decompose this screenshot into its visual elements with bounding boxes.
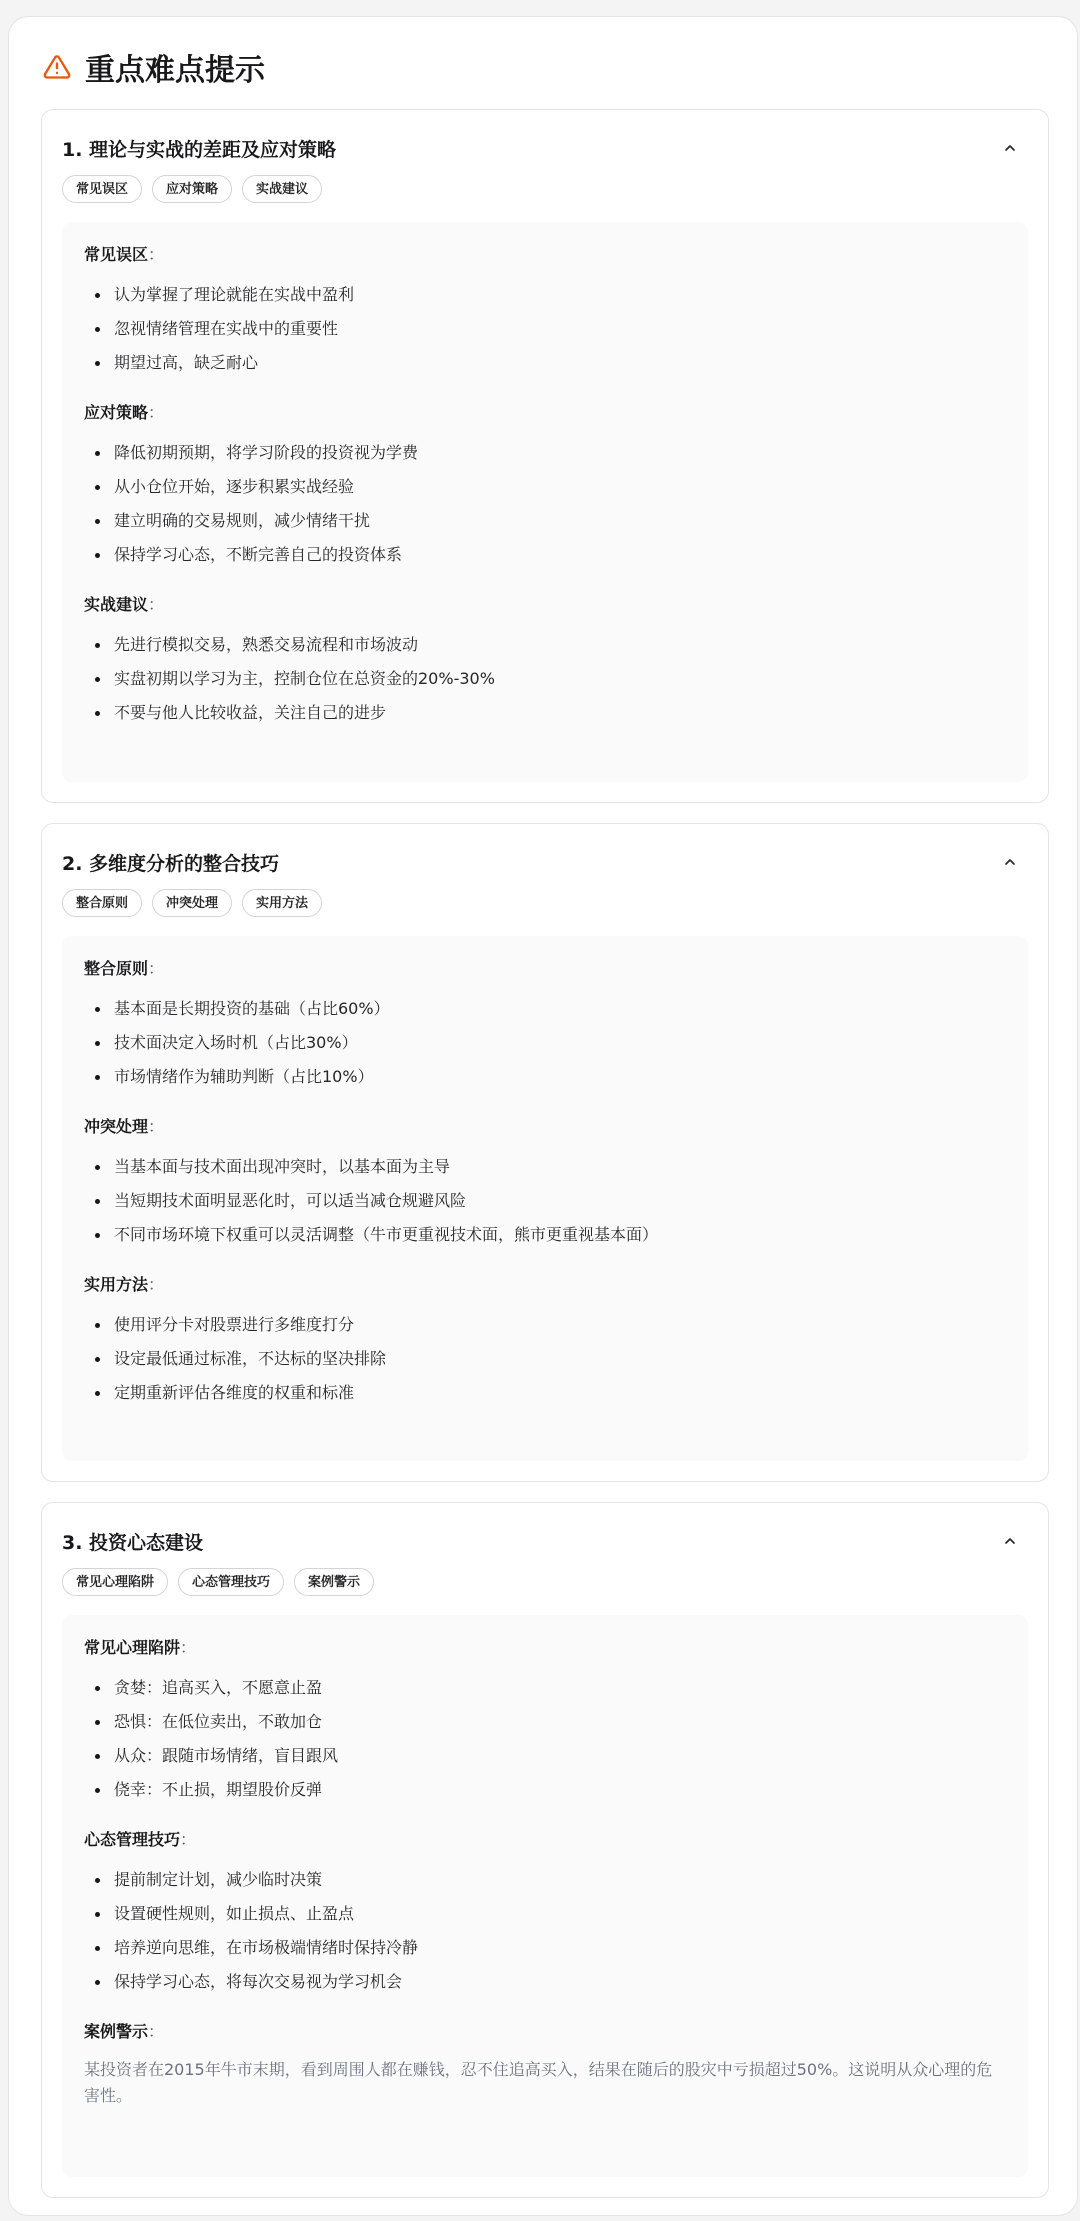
list-item: 提前制定计划，减少临时决策	[92, 1863, 1006, 1897]
list-item: 当短期技术面明显恶化时，可以适当减仓规避风险	[92, 1184, 1006, 1218]
list-item: 忽视情绪管理在实战中的重要性	[92, 312, 1006, 346]
list-item: 恐惧：在低位卖出，不敢加仓	[92, 1705, 1006, 1739]
section-title: 1. 理论与实战的差距及应对策略	[62, 138, 337, 161]
chevron-up-icon[interactable]	[992, 130, 1028, 166]
section-multi-dimension	[41, 823, 1049, 1482]
bullet-list	[84, 1150, 1006, 1252]
bullet-list	[84, 992, 1006, 1094]
tag[interactable]: 冲突处理	[152, 889, 232, 917]
list-item: 从众：跟随市场情绪，盲目跟风	[92, 1739, 1006, 1773]
group-heading: 常见误区：	[84, 245, 165, 264]
tag[interactable]: 案例警示	[294, 1568, 374, 1596]
page-title: 重点难点提示	[85, 53, 265, 88]
list-item: 侥幸：不止损，期望股价反弹	[92, 1773, 1006, 1807]
list-item: 保持学习心态，将每次交易视为学习机会	[92, 1965, 1006, 1999]
chevron-up-icon[interactable]	[992, 844, 1028, 880]
section-header[interactable]	[62, 844, 1028, 880]
section-content	[62, 1615, 1028, 2177]
group-heading: 心态管理技巧：	[84, 1830, 197, 1849]
group-heading: 案例警示：	[84, 2022, 165, 2041]
group-heading: 实战建议：	[84, 595, 165, 614]
tag-list	[62, 1568, 374, 1596]
tag[interactable]: 心态管理技巧	[178, 1568, 284, 1596]
bullet-list	[84, 278, 1006, 380]
list-item: 使用评分卡对股票进行多维度打分	[92, 1308, 1006, 1342]
section-theory-vs-practice	[41, 109, 1049, 803]
list-item: 实盘初期以学习为主，控制仓位在总资金的20%-30%	[92, 662, 1006, 696]
list-item: 保持学习心态，不断完善自己的投资体系	[92, 538, 1006, 572]
section-header[interactable]	[62, 1523, 1028, 1559]
list-item: 培养逆向思维，在市场极端情绪时保持冷静	[92, 1931, 1006, 1965]
tag-list	[62, 175, 322, 203]
bullet-list	[84, 436, 1006, 572]
warning-triangle-icon	[43, 53, 71, 81]
section-content	[62, 222, 1028, 782]
section-content	[62, 936, 1028, 1461]
list-item: 降低初期预期，将学习阶段的投资视为学费	[92, 436, 1006, 470]
group-heading: 应对策略：	[84, 403, 165, 422]
case-warning-text: 某投资者在2015年牛市末期，看到周围人都在赚钱，忍不住追高买入，结果在随后的股灾中亏损超过50%。这说明从众心理的危害性。	[84, 2060, 993, 2105]
section-header[interactable]	[62, 130, 1028, 166]
chevron-up-icon[interactable]	[992, 1523, 1028, 1559]
list-item: 设定最低通过标准，不达标的坚决排除	[92, 1342, 1006, 1376]
section-title: 2. 多维度分析的整合技巧	[62, 852, 280, 875]
bullet-list	[84, 628, 1006, 730]
bullet-list	[84, 1671, 1006, 1807]
group-heading: 整合原则：	[84, 959, 165, 978]
tag[interactable]: 常见误区	[62, 175, 142, 203]
key-points-card	[8, 16, 1078, 2216]
section-mindset	[41, 1502, 1049, 2198]
list-item: 市场情绪作为辅助判断（占比10%）	[92, 1060, 1006, 1094]
list-item: 不要与他人比较收益，关注自己的进步	[92, 696, 1006, 730]
list-item: 技术面决定入场时机（占比30%）	[92, 1026, 1006, 1060]
list-item: 当基本面与技术面出现冲突时，以基本面为主导	[92, 1150, 1006, 1184]
section-title: 3. 投资心态建设	[62, 1531, 204, 1554]
tag-list	[62, 889, 322, 917]
list-item: 先进行模拟交易，熟悉交易流程和市场波动	[92, 628, 1006, 662]
group-heading: 常见心理陷阱：	[84, 1638, 197, 1657]
list-item: 从小仓位开始，逐步积累实战经验	[92, 470, 1006, 504]
list-item: 设置硬性规则，如止损点、止盈点	[92, 1897, 1006, 1931]
tag[interactable]: 整合原则	[62, 889, 142, 917]
list-item: 建立明确的交易规则，减少情绪干扰	[92, 504, 1006, 538]
card-header	[43, 47, 265, 87]
group-heading: 冲突处理：	[84, 1117, 165, 1136]
list-item: 不同市场环境下权重可以灵活调整（牛市更重视技术面，熊市更重视基本面）	[92, 1218, 1006, 1252]
bullet-list	[84, 1308, 1006, 1410]
list-item: 基本面是长期投资的基础（占比60%）	[92, 992, 1006, 1026]
list-item: 认为掌握了理论就能在实战中盈利	[92, 278, 1006, 312]
group-heading: 实用方法：	[84, 1275, 165, 1294]
list-item: 贪婪：追高买入，不愿意止盈	[92, 1671, 1006, 1705]
bullet-list	[84, 1863, 1006, 1999]
tag[interactable]: 常见心理陷阱	[62, 1568, 168, 1596]
list-item: 期望过高，缺乏耐心	[92, 346, 1006, 380]
list-item: 定期重新评估各维度的权重和标准	[92, 1376, 1006, 1410]
tag[interactable]: 应对策略	[152, 175, 232, 203]
tag[interactable]: 实用方法	[242, 889, 322, 917]
tag[interactable]: 实战建议	[242, 175, 322, 203]
